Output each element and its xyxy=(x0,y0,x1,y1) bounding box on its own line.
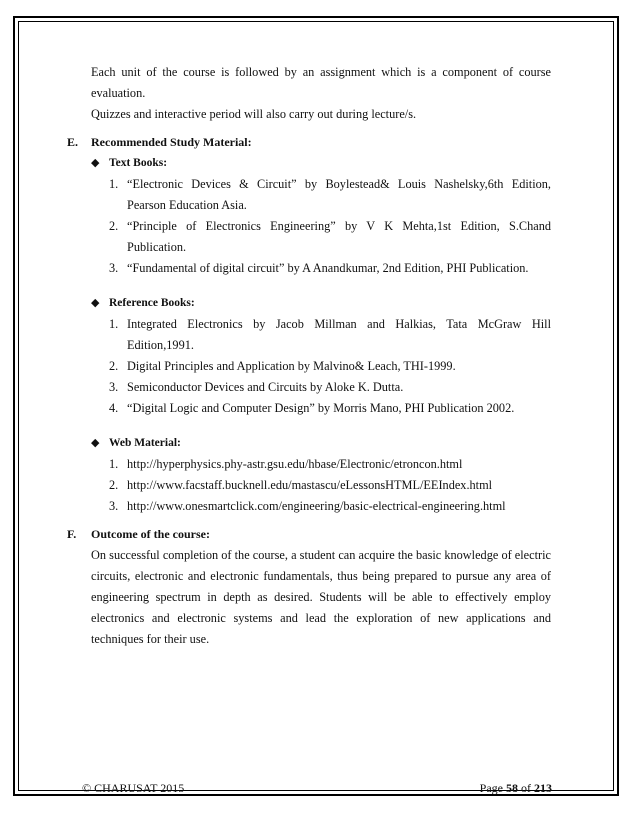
list-text: Digital Principles and Application by Malvino& Leach, THI-1999. xyxy=(127,359,456,373)
web-material-list xyxy=(67,454,551,517)
list-text: “Electronic Devices & Circuit” by Boylestead& Louis Nashelsky,6th Edition, Pearson Education Asia. xyxy=(127,177,551,212)
list-item xyxy=(109,174,551,216)
list-item xyxy=(109,356,551,377)
page-word: Page xyxy=(479,781,503,795)
section-f-letter: F. xyxy=(67,527,77,541)
intro-assignment-text: Each unit of the course is followed by an assignment which is a component of course evaluation. xyxy=(91,65,551,100)
list-number: 3. xyxy=(109,499,119,513)
list-number: 2. xyxy=(109,478,119,492)
web-material-label: Web Material: xyxy=(109,437,181,449)
section-e-heading xyxy=(67,132,551,153)
list-number: 1. xyxy=(109,457,119,471)
diamond-bullet-icon: ◆ xyxy=(91,297,100,309)
of-word: of xyxy=(521,781,531,795)
list-number: 2. xyxy=(109,219,119,233)
list-number: 2. xyxy=(109,359,119,373)
intro-quizzes-text: Quizzes and interactive period will also carry out during lecture/s. xyxy=(91,107,417,121)
list-item xyxy=(109,314,551,356)
section-f-title: Outcome of the course: xyxy=(91,527,210,541)
web-link[interactable]: http://hyperphysics.phy-astr.gsu.edu/hbase/Electronic/etroncon.html xyxy=(127,457,463,471)
list-number: 1. xyxy=(109,317,119,331)
section-e-title: Recommended Study Material: xyxy=(91,135,252,149)
list-item xyxy=(109,454,551,475)
list-text: “Principle of Electronics Engineering” by V K Mehta,1st Edition, S.Chand Publication. xyxy=(127,219,551,254)
list-text: Integrated Electronics by Jacob Millman and Halkias, Tata McGraw Hill Edition,1991. xyxy=(127,317,551,352)
diamond-bullet-icon: ◆ xyxy=(91,157,100,169)
text-books-list xyxy=(67,174,551,279)
list-item xyxy=(109,475,551,496)
text-books-heading xyxy=(67,153,551,174)
page-footer xyxy=(82,781,552,796)
list-item xyxy=(109,398,551,419)
page-content xyxy=(67,62,551,650)
outcome-paragraph: On successful completion of the course, a student can acquire the basic knowledge of electric circuits, electronic and electronic fundamentals, thus being prepared to pursue any area of engineering spectrum in depth as desired. Students will be able to effectively employ electronics and electronic systems and lead the exploration of new applications and techniques for their use. xyxy=(91,548,551,646)
diamond-bullet-icon: ◆ xyxy=(91,437,100,449)
web-link[interactable]: http://www.facstaff.bucknell.edu/mastascu/eLessonsHTML/EEIndex.html xyxy=(127,478,493,492)
list-number: 3. xyxy=(109,380,119,394)
list-text: Semiconductor Devices and Circuits by Aloke K. Dutta. xyxy=(127,380,404,394)
list-item xyxy=(109,377,551,398)
web-material-heading xyxy=(67,433,551,454)
reference-books-heading xyxy=(67,293,551,314)
page-number xyxy=(480,781,552,796)
list-number: 4. xyxy=(109,401,119,415)
text-books-label: Text Books: xyxy=(109,157,168,169)
list-text: “Digital Logic and Computer Design” by Morris Mano, PHI Publication 2002. xyxy=(127,401,515,415)
copyright-text: © CHARUSAT 2015 xyxy=(82,781,185,795)
list-item xyxy=(109,258,551,279)
web-link[interactable]: http://www.onesmartclick.com/engineering/basic-electrical-engineering.html xyxy=(127,499,506,513)
total-pages: 213 xyxy=(534,781,552,795)
current-page: 58 xyxy=(506,781,518,795)
list-item xyxy=(109,496,551,517)
reference-books-list xyxy=(67,314,551,419)
list-text: “Fundamental of digital circuit” by A Anandkumar, 2nd Edition, PHI Publication. xyxy=(127,261,529,275)
list-item xyxy=(109,216,551,258)
section-e-letter: E. xyxy=(67,135,79,149)
section-f-heading xyxy=(67,524,551,545)
reference-books-label: Reference Books: xyxy=(109,297,195,309)
list-number: 1. xyxy=(109,177,119,191)
list-number: 3. xyxy=(109,261,119,275)
